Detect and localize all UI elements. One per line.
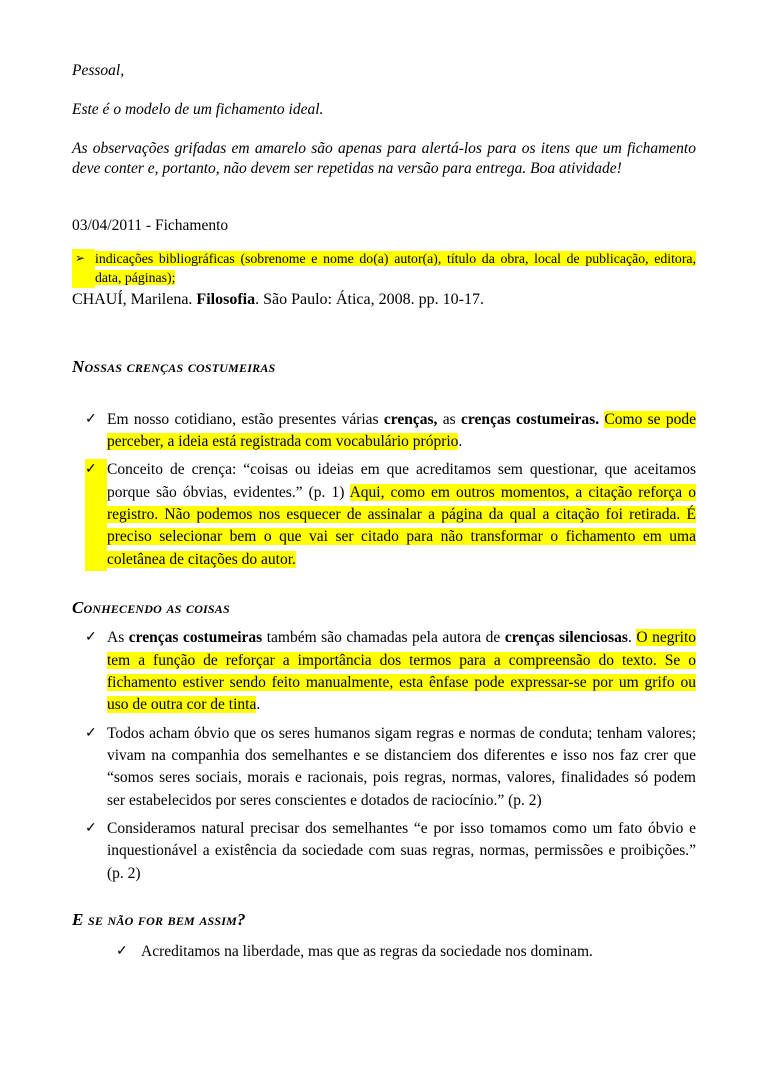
intro-model-line: Este é o modelo de um fichamento ideal. — [72, 101, 324, 119]
list-item — [72, 941, 696, 963]
check-icon: ✓ — [85, 820, 97, 836]
list-item — [72, 409, 696, 454]
list-item-text: Acreditamos na liberdade, mas que as regras da sociedade nos dominam. — [141, 943, 593, 961]
check-icon: ✓ — [116, 944, 128, 960]
arrow-bullet-icon: ➢ — [72, 249, 95, 288]
section-heading-e-se-nao: E se não for bem assim? — [72, 909, 246, 929]
date-heading: 03/04/2011 - Fichamento — [72, 216, 229, 234]
list-item-text: Todos acham óbvio que os seres humanos sigam regras e normas de conduta; tenham valores; vivam na companhia dos semelhantes e se distanciem dos diferentes e isso nos faz crer que “somos seres sociais, morais e racionais, pois regras, normas, valores, finalidades só podem ser estabelecidos por seres conscientes e dotados de raciocínio.” (p. 2) — [107, 724, 696, 809]
section-heading-nossas-crencas: Nossas crenças costumeiras — [72, 357, 276, 377]
check-icon: ✓ — [85, 725, 97, 741]
intro-greeting: Pessoal, — [72, 62, 125, 79]
list-item-text: Consideramos natural precisar dos semelhantes “e por isso tomamos como um fato óbvio e inquestionável a existência da sociedade com suas regras, normas, permissões e proibições.” (p. 2) — [107, 819, 696, 882]
check-icon: ✓ — [85, 630, 97, 646]
list-item-text: As crenças costumeiras também são chamadas pela autora de crenças silenciosas. O negrito tem a função de reforçar a importância dos termos para a compreensão do texto. Se o fichamento estiver sendo feito manualmente, esta ênfase pode expressar-se por um grifo ou uso de outra cor de tinta. — [107, 629, 696, 714]
list-item — [72, 459, 696, 571]
biblio-note-item — [72, 249, 696, 288]
check-icon: ✓ — [85, 411, 97, 427]
biblio-note-text: indicações bibliográficas (sobrenome e nome do(a) autor(a), título da obra, local de publicação, editora, data, páginas); — [95, 250, 696, 286]
list-item — [72, 627, 696, 716]
section-heading-conhecendo: Conhecendo as coisas — [72, 598, 230, 618]
intro-note: As observações grifadas em amarelo são apenas para alertá-los para os itens que um fichamento deve conter e, portanto, não devem ser repetidas na versão para entrega. Boa atividade! — [72, 140, 696, 178]
check-icon: ✓ — [85, 459, 107, 571]
list-item — [72, 723, 696, 812]
list-item-text: Em nosso cotidiano, estão presentes várias crenças, as crenças costumeiras. Como se pode perceber, a ideia está registrada com vocabulário próprio. — [107, 410, 697, 451]
list-item — [72, 818, 696, 885]
biblio-reference: CHAUÍ, Marilena. Filosofia. São Paulo: Ática, 2008. pp. 10-17. — [72, 290, 484, 308]
list-item-text: Conceito de crença: “coisas ou ideias em que acreditamos sem questionar, que aceitamos porque são óbvias, evidentes.” (p. 1) Aqui, como em outros momentos, a citação reforça o registro. Não podemos nos esquecer de assinalar a página da qual a citação foi retirada. É preciso selecionar bem o que vai ser citado para não transformar o fichamento em uma coletânea de citações do autor. — [107, 461, 696, 568]
